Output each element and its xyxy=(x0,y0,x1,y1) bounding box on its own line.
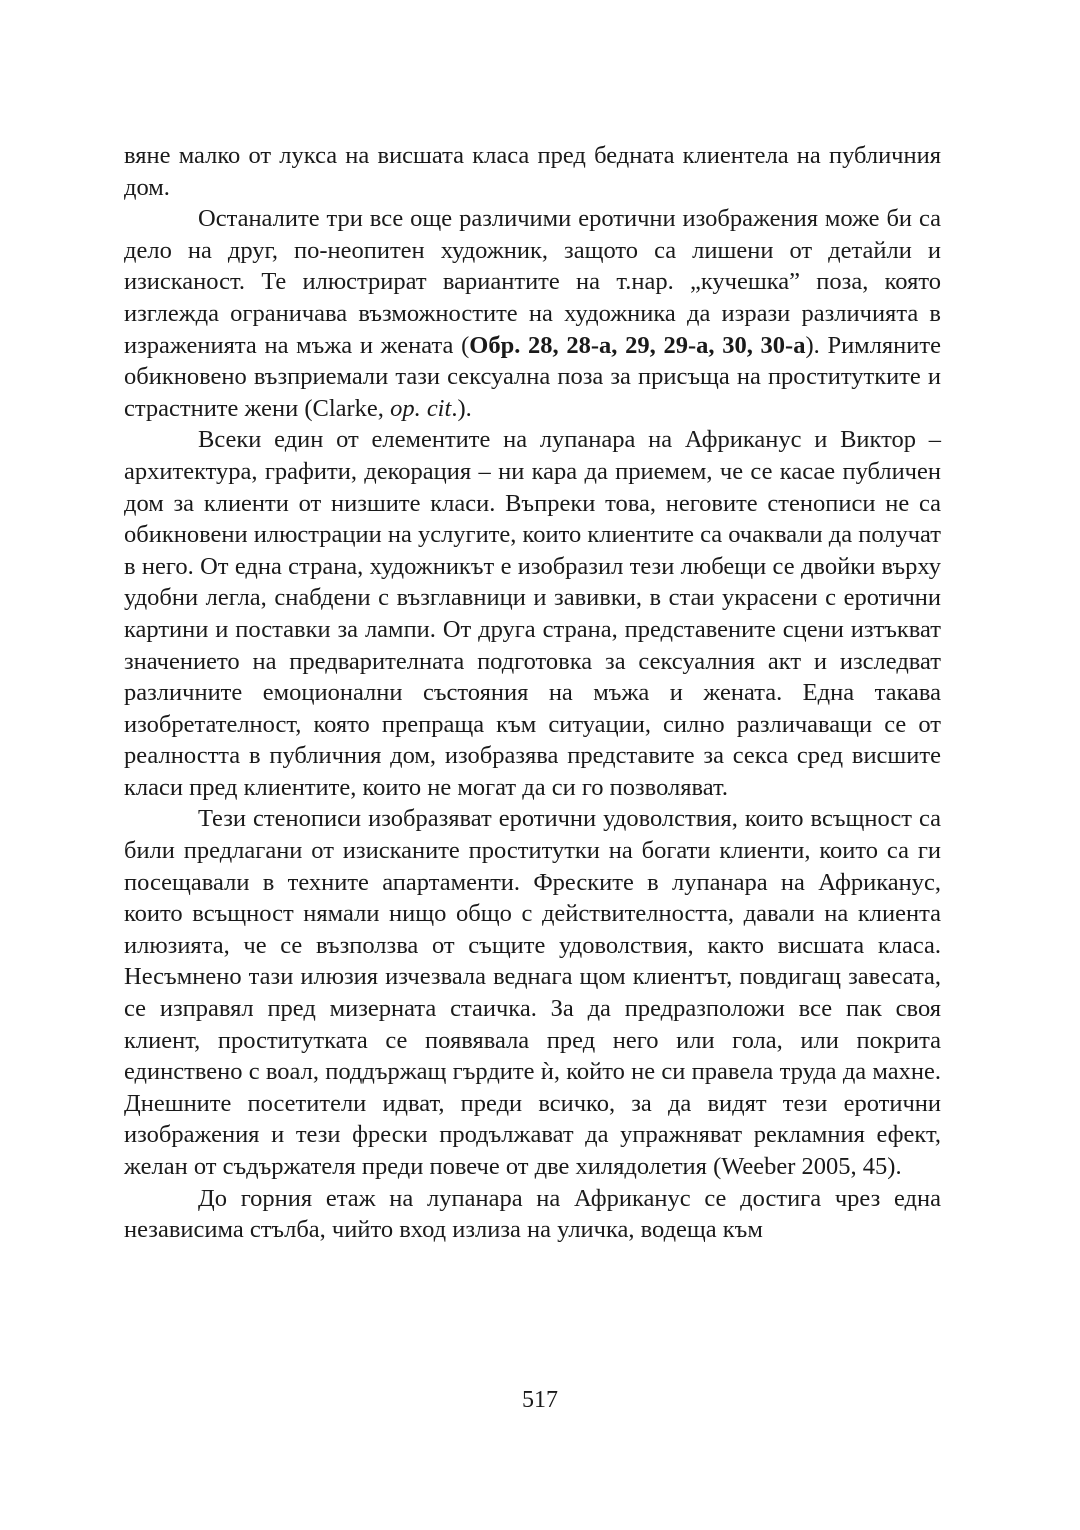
paragraph-text: Останалите три все още различими еротични изображения може би са дело на друг, по-неопитен художник, защото са лишени от детайли и изисканост. Те илюстрират вариантите на т.нар. „кучешка” поза, която изглежда ограничава възможностите на художника да изрази различията в израженията на мъжа и жената ( xyxy=(124,205,941,359)
paragraph-text: .). xyxy=(451,394,472,422)
figure-reference: Обр. 28, 28-а, 29, 29-а, 30, 30-а xyxy=(469,331,806,359)
page-number: 517 xyxy=(522,1387,558,1413)
citation-italic: op. cit xyxy=(390,394,452,422)
paragraph: Тези стенописи изобразяват еротични удоволствия, които всъщност са били предлагани от изисканите проститутки на богати клиенти, които са ги посещавали в техните апартаменти. Фреските в лупанара на Африканус, които всъщност нямали нищо общо с действителността, давали на клиента илюзията, че се възползва от същите удоволствия, както висшата класа. Несъмнено тази илюзия изчезвала веднага щом клиентът, повдигащ завесата, се изправял пред мизерната стаичка. За да предразположи все пак своя клиент, проститутката се появявала пред него или гола, или покрита единствено с воал, поддържащ гърдите ѝ, който не си правела труда да махне. Днешните посетители идват, преди всичко, за да видят тези еротични изображения и тези фрески продължават да упражняват рекламния ефект, желан от съдържателя преди повече от две хилядолетия (Weeber 2005, 45). xyxy=(124,805,941,1180)
paragraph-continued: вяне малко от лукса на висшата класа пред бедната клиентела на публичния дом. xyxy=(124,142,941,201)
paragraph: Всеки един от елементите на лупанара на Африканус и Виктор – архитектура, графити, декорация – ни кара да приемем, че се касае публичен дом за клиенти от низшите класи. Въпреки това, неговите стенописи не са обикновени илюстрации на услугите, които клиентите са очаквали да получат в него. От една страна, художникът е изобразил тези любещи се двойки върху удобни легла, снабдени с възглавници и завивки, в стаи украсени с еротични картини и поставки за лампи. От друга страна, представените сцени изтъкват значението на предварителната подготовка за сексуалния акт и изследват различните емоционални състояния на мъжа и жената. Една такава изобретателност, която препраща към ситуации, силно различаващи се от реалността в публичния дом, изобразява представите за секса сред висшите класи пред клиентите, които не могат да си го позволяват. xyxy=(124,426,942,801)
body-text xyxy=(124,140,941,1246)
paragraph-text: ). Римляните обикновено възприемали тази сексуална поза за присъща на проститутките и страстните жени (Clarke, xyxy=(124,331,941,422)
paragraph xyxy=(124,203,941,424)
paragraph: До горния етаж на лупанара на Африканус се достига чрез една независима стълба, чийто вход излиза на уличка, водеща към xyxy=(124,1184,941,1244)
